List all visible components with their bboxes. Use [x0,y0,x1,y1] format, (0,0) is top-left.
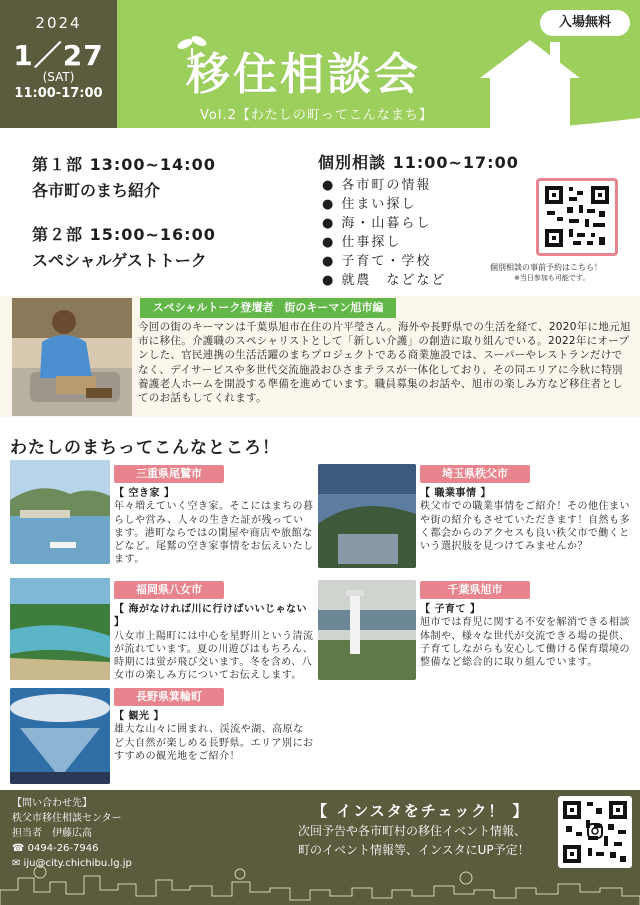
town-description-owase [114,487,314,567]
guest-description: 今回の街のキーマンは千葉県旭市在住の片平瑩さん。海外や長野県での生活を経て、2020年に地元旭市に移住。介護職のスペシャリストとして「新しい介護」の創造に取り組んでいる。2022年にオープンした、官民連携の生活活躍のまちプロジェクトである商業施設では、スーパーやレストランだけでなく、デイサービスや多世代交流施設おひさまテラスが一体化しており、その同エリアに今秋に特別養護老人ホームを開設する準備を進めています。職員募集のお話や、旭市の楽しみ方など移住者としてのお話もしてくれます。 [138,321,631,405]
date-panel [0,0,117,128]
towns-section-title: わたしのまちってこんなところ！ [10,438,280,458]
town-name-minowa: 長野県箕輪町 [114,688,224,706]
town-topic: 【 子育て 】 [420,604,481,615]
guest-speaker-label: スペシャルトーク登壇者 街のキーマン旭市編 [140,298,396,318]
reservation-qr-code[interactable] [536,178,618,256]
town-description-chichibu [420,487,630,553]
contact-person: 担当者 伊藤広高 [12,828,92,839]
consultation-topics-list [322,176,446,290]
list-item: ● 子育て・学校 [322,252,446,271]
part-2-time: 第２部 15:00~16:00 [32,225,216,244]
instagram-qr-code[interactable] [558,796,632,868]
town-name-owase: 三重県尾鷲市 [114,465,224,483]
town-text: 八女市上陽町には中心を星野川という清流が流れています。夏の川遊びはもちろん、時期には蛍が飛び交います。冬を含め、八女市の楽しみ方についてお伝えします。 [114,630,314,682]
town-topic: 【 観光 】 [114,711,164,722]
contact-heading: 【問い合わせ先】 [12,798,92,809]
event-weekday: (SAT) [42,70,75,84]
owase-harbor-photo [10,460,110,564]
town-topic: 【 職業事情 】 [420,488,491,499]
town-name-yame: 福岡県八女市 [114,581,224,599]
event-year: 2024 [35,14,82,32]
instagram-description [298,822,530,860]
part-1-time: 第１部 13:00~14:00 [32,155,216,174]
list-item: ● 住まい探し [322,195,446,214]
town-description-asahi [420,603,632,669]
instagram-heading: 【 インスタをチェック！ 】 [312,802,530,820]
contact-email[interactable]: ✉ iju@city.chichibu.lg.jp [12,858,132,869]
chichibu-city-photo [318,464,416,568]
list-item: ● 就農 などなど [322,271,446,290]
qr-code-icon [558,796,632,868]
list-item: ● 各市町の情報 [322,176,446,195]
yame-river-photo [10,578,110,680]
part-2-description: スペシャルゲストトーク [32,251,207,270]
town-description-yame [114,603,314,683]
asahi-lighthouse-photo [318,580,416,680]
event-hours: 11:00-17:00 [14,86,103,101]
free-admission-badge: 入場無料 [540,10,630,36]
list-item: ● 海・山暮らし [322,214,446,233]
part-1-description: 各市町のまち紹介 [32,181,161,200]
town-text: 旭市では育児に関する不安を解消できる相談体制や、様々な世代が交流できる場の提供、子育てしながらも安心して働ける保育環境の整備など総合的に取り組んでいます。 [420,617,630,669]
town-topic: 【 空き家 】 [114,488,175,499]
town-text: 年々増えていく空き家。そこにはまちの暮らしや営み、人々の生きた証が残っています。港町ならではの閑屋や商店や旅館などなど。尾鷲の空き家事情をお伝えいたします。 [114,501,314,566]
instagram-line: 町のイベント情報等、インスタにUP予定！ [298,843,530,857]
instagram-line: 次回予告や各市町村の移住イベント情報、 [298,824,527,838]
town-text: 雄大な山々に囲まれ、渓流や湖、高原など大自然が楽しめる長野県。エリア別におすすめの観光地をご紹介！ [114,724,314,762]
house-icon [470,28,590,128]
city-skyline-illustration [0,860,640,905]
event-date: 1／27 [13,39,104,72]
event-subtitle: Vol.2【わたしの町ってこんなまち】 [200,108,433,123]
town-name-asahi: 千葉県旭市 [420,581,530,599]
event-title: 移住相談会 [186,49,421,100]
guest-speaker-photo [12,298,132,416]
town-description-minowa [114,710,314,763]
minowa-sky-photo [10,688,110,784]
town-text: 秩父市での職業事情をご紹介！その他住まいや街の紹介もさせていただきます！自然も多く都会からのアクセスも良い秩父市で働くという選択肢を見つけてみませんか？ [420,501,630,553]
qr-code-icon [539,181,615,253]
town-name-chichibu: 埼玉県秩父市 [420,465,530,483]
town-topic: 【 海がなければ川に行けばいいじゃない 】 [114,604,307,629]
individual-consultation-heading: 個別相談 11:00~17:00 [318,153,519,172]
qr-reservation-note: 個別相談の事前予約はこちら！ [490,263,602,272]
contact-organization: 秩父市移住相談センター [12,813,122,824]
list-item: ● 仕事探し [322,233,446,252]
same-day-note: ※当日参加も可能です。 [514,274,590,282]
contact-phone[interactable]: ☎ 0494-26-7946 [12,843,99,854]
